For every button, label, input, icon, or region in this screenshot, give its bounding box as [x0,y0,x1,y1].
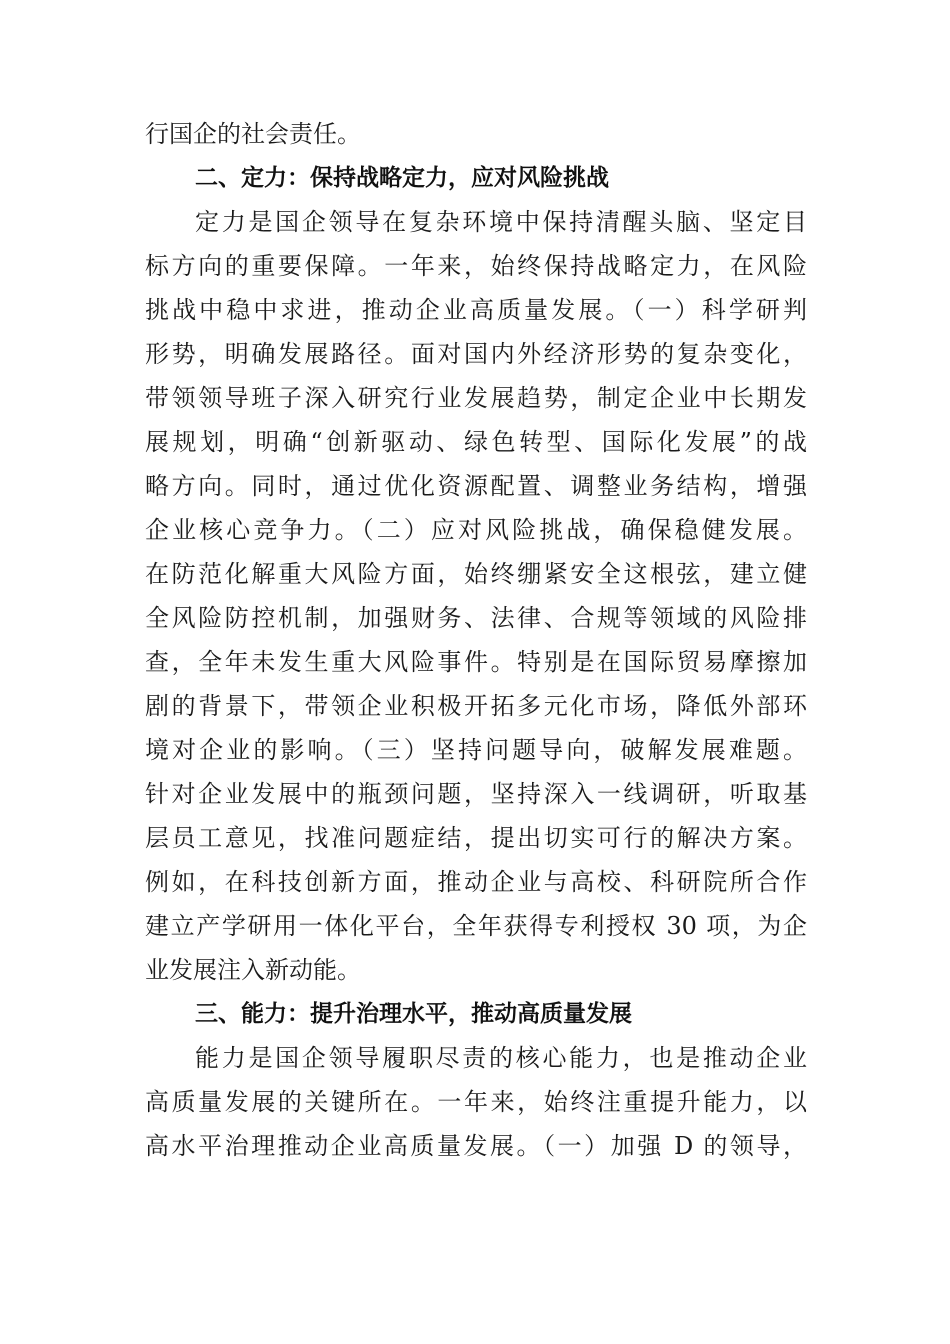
document-body [145,112,807,1168]
section-heading: 三、能力：提升治理水平，推动高质量发展 [195,1001,632,1027]
paragraph-line: 展规划，明确“创新驱动、绿色转型、国际化发展”的战 [145,428,807,456]
paragraph-line: 境对企业的影响。（三）坚持问题导向，破解发展难题。 [145,736,807,764]
paragraph-line: 查，全年未发生重大风险事件。特别是在国际贸易摩擦加 [145,648,807,676]
paragraph-line: 定力是国企领导在复杂环境中保持清醒头脑、坚定目 [195,208,807,236]
paragraph-line: 全风险防控机制，加强财务、法律、合规等领域的风险排 [145,604,807,632]
paragraph-line: 行国企的社会责任。 [145,120,361,148]
paragraph-line: 略方向。同时，通过优化资源配置、调整业务结构，增强 [145,472,807,500]
paragraph-line: 标方向的重要保障。一年来，始终保持战略定力，在风险 [145,252,807,280]
paragraph-line: 在防范化解重大风险方面，始终绷紧安全这根弦，建立健 [145,560,807,588]
paragraph-line: 层员工意见，找准问题症结，提出切实可行的解决方案。 [145,824,807,852]
paragraph-line: 例如，在科技创新方面，推动企业与高校、科研院所合作 [145,868,807,896]
paragraph-line: 形势，明确发展路径。面对国内外经济形势的复杂变化， [145,340,807,368]
paragraph-line: 建立产学研用一体化平台，全年获得专利授权 30 项，为企 [145,912,807,940]
paragraph-line: 剧的背景下，带领企业积极开拓多元化市场，降低外部环 [145,692,807,720]
paragraph-line: 企业核心竞争力。（二）应对风险挑战，确保稳健发展。 [145,516,807,544]
paragraph-line: 能力是国企领导履职尽责的核心能力，也是推动企业 [195,1044,807,1072]
paragraph-line: 业发展注入新动能。 [145,956,361,984]
paragraph-line: 高水平治理推动企业高质量发展。（一）加强 D 的领导， [145,1132,807,1160]
paragraph-line: 高质量发展的关键所在。一年来，始终注重提升能力，以 [145,1088,807,1116]
section-heading: 二、定力：保持战略定力，应对风险挑战 [195,165,609,191]
paragraph-line: 挑战中稳中求进，推动企业高质量发展。（一）科学研判 [145,296,807,324]
paragraph-line: 带领领导班子深入研究行业发展趋势，制定企业中长期发 [145,384,807,412]
paragraph-line: 针对企业发展中的瓶颈问题，坚持深入一线调研，听取基 [145,780,807,808]
